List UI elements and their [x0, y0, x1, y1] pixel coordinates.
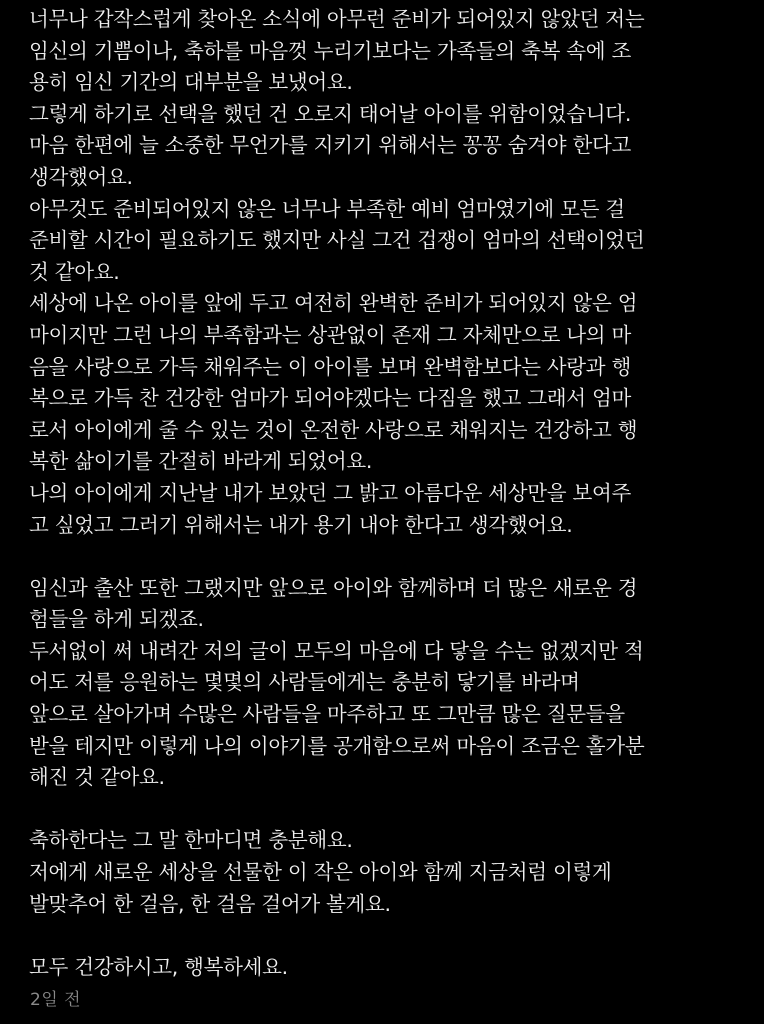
text-line: 용히 임신 기간의 대부분을 보냈어요. [29, 70, 353, 95]
text-line: 험들을 하게 되겠죠. [29, 607, 204, 632]
text-line: 고 싶었고 그러기 위해서는 내가 용기 내야 한다고 생각했어요. [29, 512, 573, 537]
text-line: 세상에 나온 아이를 앞에 두고 여전히 완벽한 준비가 되어있지 않은 엄 [29, 291, 638, 316]
paragraph [29, 99, 742, 131]
paragraph-spacer [29, 794, 742, 826]
text-line: 복으로 가득 찬 건강한 엄마가 되어야겠다는 다짐을 했고 그래서 엄마 [29, 386, 632, 411]
text-line: 생각했어요. [29, 164, 133, 189]
paragraph [29, 288, 742, 478]
paragraph-spacer [29, 541, 742, 573]
text-line: 나의 아이에게 지난날 내가 보았던 그 밝고 아름다운 세상만을 보여주 [29, 480, 632, 505]
paragraph [29, 194, 742, 289]
text-line: 복한 삶이기를 간절히 바라게 되었어요. [29, 449, 373, 474]
text-line: 그렇게 하기로 선택을 했던 건 오로지 태어날 아이를 위함이었습니다. [29, 101, 632, 126]
text-line: 아무것도 준비되어있지 않은 너무나 부족한 예비 엄마였기에 모든 걸 [29, 196, 625, 221]
text-line: 두서없이 써 내려간 저의 글이 모두의 마음에 다 닿을 수는 없겠지만 적 [29, 638, 644, 663]
paragraph [29, 952, 742, 984]
paragraph [29, 825, 742, 857]
text-line: 어도 저를 응원하는 몇몇의 사람들에게는 충분히 닿기를 바라며 [29, 670, 580, 695]
text-line: 마음 한편에 늘 소중한 무언가를 지키기 위해서는 꽁꽁 숨겨야 한다고 [29, 133, 632, 158]
text-line: 저에게 새로운 세상을 선물한 이 작은 아이와 함께 지금처럼 이렇게 [29, 860, 612, 885]
text-line: 마이지만 그런 나의 부족함과는 상관없이 존재 그 자체만으로 나의 마 [29, 322, 632, 347]
post-timestamp: 2일 전 [30, 990, 82, 1010]
paragraph-spacer [29, 920, 742, 952]
text-line: 임신과 출산 또한 그랬지만 앞으로 아이와 함께하며 더 많은 새로운 경 [29, 575, 638, 600]
text-line: 받을 테지만 이렇게 나의 이야기를 공개함으로써 마음이 조금은 홀가분 [29, 733, 645, 758]
text-line: 준비할 시간이 필요하기도 했지만 사실 그건 겁쟁이 엄마의 선택이었던 [29, 228, 645, 253]
paragraph [29, 636, 742, 699]
paragraph [29, 699, 742, 794]
text-line: 앞으로 살아가며 수많은 사람들을 마주하고 또 그만큼 많은 질문들을 [29, 702, 625, 727]
text-line: 발맞추어 한 걸음, 한 걸음 걸어가 볼게요. [29, 891, 391, 916]
text-line: 것 같아요. [29, 259, 120, 284]
text-line: 모두 건강하시고, 행복하세요. [29, 954, 288, 979]
paragraph [29, 573, 742, 636]
paragraph [29, 4, 742, 99]
text-line: 로서 아이에게 줄 수 있는 것이 온전한 사랑으로 채워지는 건강하고 행 [29, 417, 638, 442]
paragraph [29, 857, 742, 920]
text-line: 해진 것 같아요. [29, 765, 165, 790]
text-line: 임신의 기쁨이나, 축하를 마음껏 누리기보다는 가족들의 축복 속에 조 [29, 38, 632, 63]
paragraph [29, 478, 742, 541]
paragraph [29, 130, 742, 193]
text-line: 축하한다는 그 말 한마디면 충분해요. [29, 828, 353, 853]
text-line: 너무나 갑작스럽게 찾아온 소식에 아무런 준비가 되어있지 않았던 저는 [29, 7, 645, 31]
text-line: 음을 사랑으로 가득 채워주는 이 아이를 보며 완벽함보다는 사랑과 행 [29, 354, 632, 379]
